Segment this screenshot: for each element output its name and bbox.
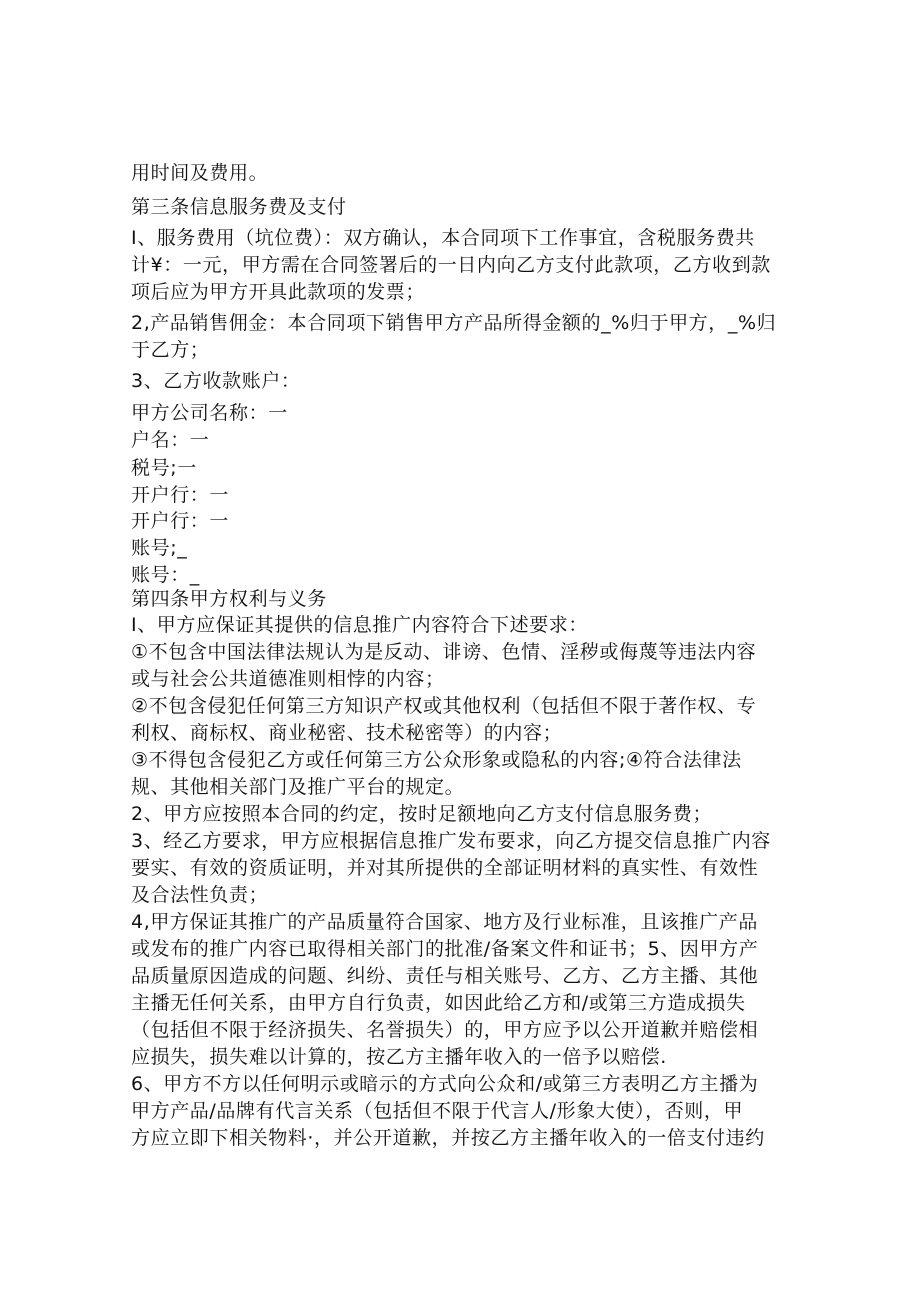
text-line: ②不包含侵犯任何第三方知识产权或其他权利（包括但不限于著作权、专 <box>131 695 757 717</box>
text-line: （包括但不限于经济损失、名誉损失）的，甲方应予以公开道歉并赔偿相 <box>131 1019 759 1041</box>
text-line: 甲方产品/品牌有代言关系（包括但不限于代言人/形象大使），否则，甲 <box>131 1100 744 1122</box>
text-line: 用时间及费用。 <box>131 162 269 184</box>
text-line: 规、其他相关部门及推广平台的规定。 <box>131 776 465 798</box>
text-line: I、服务费用（坑位费）：双方确认，本合同项下工作事宜，含税服务费共 <box>131 227 755 249</box>
text-line: 计¥：一元，甲方需在合同签署后的一日内向乙方支付此款项，乙方收到款 <box>131 254 771 276</box>
text-line: 2,产品销售佣金：本合同项下销售甲方产品所得金额的_%归于甲方，_%归 <box>131 312 777 334</box>
text-line: 品质量原因造成的问题、纠纷、责任与相关账号、乙方、乙方主播、其他 <box>131 965 759 987</box>
text-line: ③不得包含侵犯乙方或任何第三方公众形象或隐私的内容;④符合法律法 <box>131 749 742 771</box>
account-field: 开户行：一 <box>131 510 230 532</box>
text-line: 6、甲方不方以任何明示或暗示的方式向公众和/或第三方表明乙方主播为 <box>131 1073 759 1095</box>
text-line: 方应立即下相关物料·，并公开道歉，并按乙方主播年收入的一倍支付违约 <box>131 1127 765 1149</box>
text-line: 3、乙方收款账户： <box>131 370 301 392</box>
account-field: 户名：一 <box>131 429 210 451</box>
text-line: 应损失，损失难以计算的，按乙方主播年收入的一倍予以赔偿. <box>131 1046 667 1068</box>
account-field: 账号;_ <box>131 537 188 559</box>
text-line: 要实、有效的资质证明，并对其所提供的全部证明材料的真实性、有效性 <box>131 857 759 879</box>
section-heading: 第三条信息服务费及支付 <box>131 196 347 218</box>
account-field: 税号;一 <box>131 457 197 479</box>
text-line: 或与社会公共道德准则相悖的内容； <box>131 668 445 690</box>
section-heading: 第四条甲方权利与义务 <box>131 588 328 610</box>
text-line: 主播无任何关系，由甲方自行负责，如因此给乙方和/或第三方造成损失 <box>131 992 746 1014</box>
text-line: 及合法性负责； <box>131 884 269 906</box>
account-field: 账号：_ <box>131 564 200 586</box>
text-line: 项后应为甲方开具此款项的发票； <box>131 281 426 303</box>
account-field: 甲方公司名称：一 <box>131 402 288 424</box>
text-line: 4,甲方保证其推广的产品质量符合国家、地方及行业标准，且该推广产品 <box>131 911 758 933</box>
text-line: 3、经乙方要求，甲方应根据信息推广发布要求，向乙方提交信息推广内容 <box>131 830 771 852</box>
text-line: 于乙方； <box>131 339 210 361</box>
text-line: 2、甲方应按照本合同的约定，按时足额地向乙方支付信息服务费； <box>131 803 713 825</box>
text-line: I、甲方应保证其提供的信息推广内容符合下述要求： <box>131 614 589 636</box>
text-line: 或发布的推广内容已取得相关部门的批准/备案文件和证书；5、因甲方产 <box>131 938 759 960</box>
account-field: 开户行：一 <box>131 484 230 506</box>
text-line: ①不包含中国法律法规认为是反动、诽谤、色情、淫秽或侮蔑等违法内容 <box>131 641 757 663</box>
text-line: 利权、商标权、商业秘密、技术秘密等）的内容； <box>131 722 563 744</box>
